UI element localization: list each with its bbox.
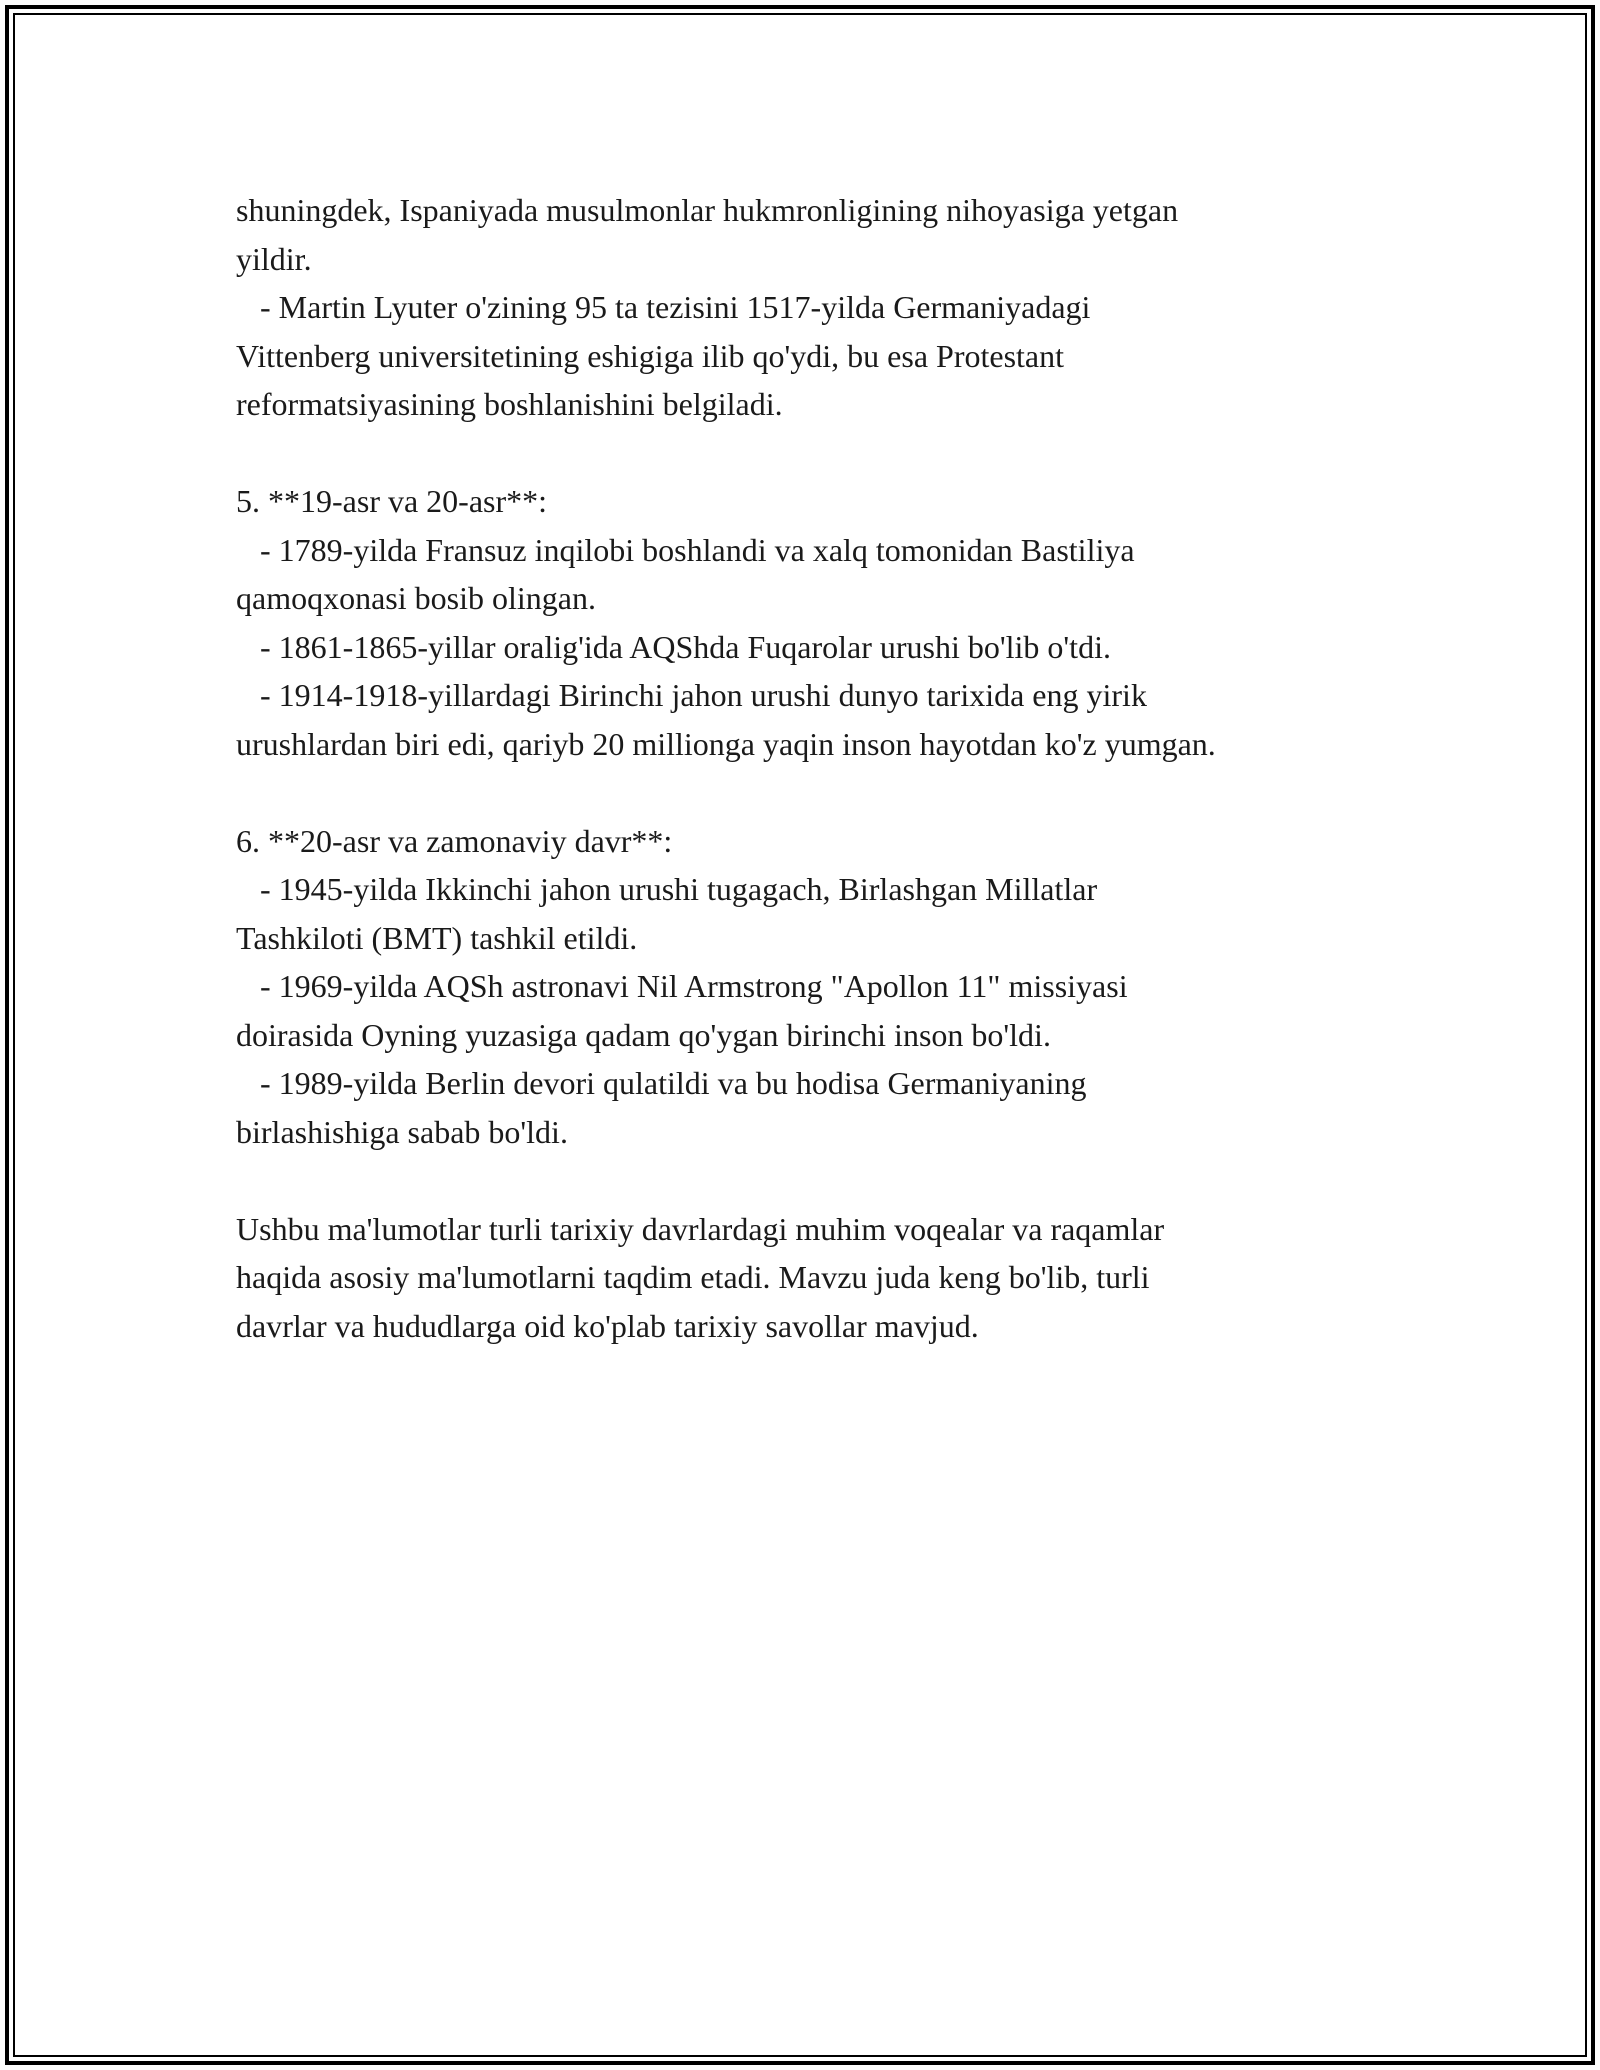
- list-item: - 1914-1918-yillardagi Birinchi jahon urushi dunyo tarixida eng yirik: [236, 677, 1147, 713]
- text-line: Tashkiloti (BMT) tashkil etildi.: [236, 919, 638, 956]
- intro-paragraph: [236, 186, 1426, 429]
- text-line: shuningdek, Ispaniyada musulmonlar hukmronligining nihoyasiga yetgan: [236, 192, 1179, 228]
- list-item: - 1969-yilda AQSh astronavi Nil Armstrong "Apollon 11" missiyasi: [236, 968, 1128, 1004]
- document-body: [236, 186, 1426, 1350]
- text-line: Vittenberg universitetining eshigiga ilib qo'ydi, bu esa Protestant: [236, 337, 1065, 374]
- section-5: [236, 477, 1426, 768]
- paragraph-spacer: [236, 429, 1426, 478]
- list-item: - 1945-yilda Ikkinchi jahon urushi tugagach, Birlashgan Millatlar: [236, 871, 1098, 907]
- list-item: - Martin Lyuter o'zining 95 ta tezisini 1517-yilda Germaniyadagi: [236, 289, 1091, 325]
- text-line: reformatsiyasining boshlanishini belgiladi.: [236, 386, 783, 422]
- list-item: - 1861-1865-yillar oralig'ida AQShda Fuqarolar urushi bo'lib o'tdi.: [236, 628, 1111, 665]
- conclusion-paragraph: [236, 1205, 1426, 1351]
- list-item: - 1989-yilda Berlin devori qulatildi va bu hodisa Germaniyaning: [236, 1065, 1087, 1101]
- paragraph-spacer: [236, 1156, 1426, 1205]
- text-line: Ushbu ma'lumotlar turli tarixiy davrlardagi muhim voqealar va raqamlar: [236, 1210, 1165, 1247]
- section-heading: 5. **19-asr va 20-asr**:: [236, 483, 548, 519]
- text-line: birlashishiga sabab bo'ldi.: [236, 1113, 568, 1150]
- text-line: urushlardan biri edi, qariyb 20 millionga yaqin inson hayotdan ko'z yumgan.: [236, 725, 1216, 762]
- list-item: - 1789-yilda Fransuz inqilobi boshlandi va xalq tomonidan Bastiliya: [236, 531, 1135, 568]
- text-line: yildir.: [236, 240, 312, 277]
- section-heading: 6. **20-asr va zamonaviy davr**:: [236, 822, 673, 859]
- text-line: qamoqxonasi bosib olingan.: [236, 580, 596, 616]
- text-line: haqida asosiy ma'lumotlarni taqdim etadi. Mavzu juda keng bo'lib, turli: [236, 1259, 1150, 1295]
- text-line: davrlar va hududlarga oid ko'plab tarixiy savollar mavjud.: [236, 1307, 979, 1344]
- section-6: [236, 817, 1426, 1157]
- paragraph-spacer: [236, 768, 1426, 817]
- text-line: doirasida Oyning yuzasiga qadam qo'ygan birinchi inson bo'ldi.: [236, 1016, 1051, 1053]
